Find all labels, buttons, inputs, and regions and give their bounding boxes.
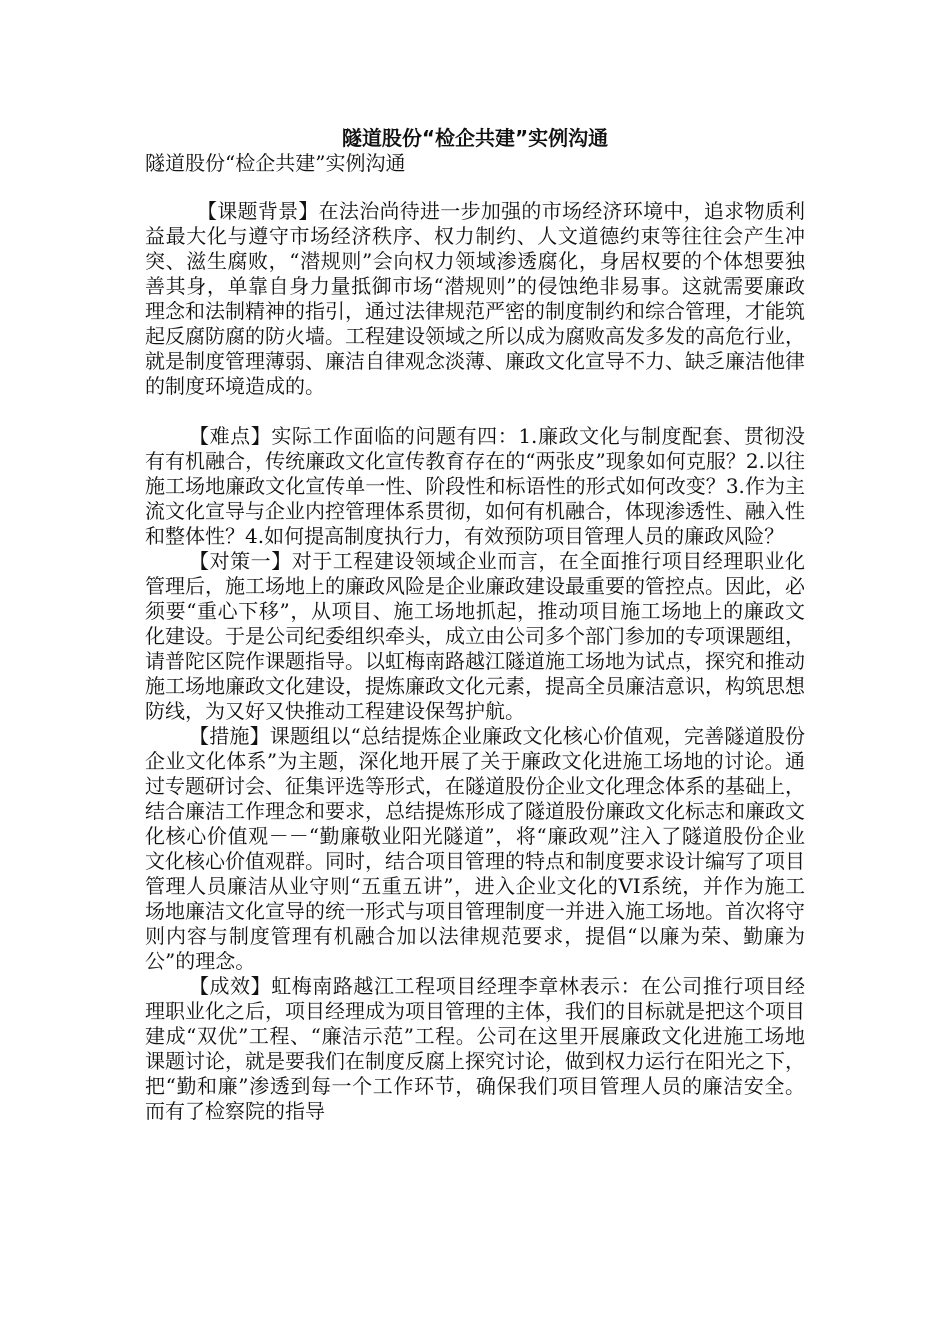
- document-body: [145, 199, 805, 1124]
- paragraph-measures: 【措施】课题组以“总结提炼企业廉政文化核心价值观，完善隧道股份企业文化体系”为主题，深化地开展了关于廉政文化进施工场地的讨论。通过专题研讨会、征集评选等形式，在隧道股份企业文化理念体系的基础上，结合廉洁工作理念和要求，总结提炼形成了隧道股份廉政文化标志和廉政文化核心价值观－－“勤廉敬业阳光隧道”，将“廉政观”注入了隧道股份企业文化核心价值观群。同时，结合项目管理的特点和制度要求设计编写了项目管理人员廉洁从业守则“五重五讲”，进入企业文化的VI系统，并作为施工场地廉洁文化宣导的统一形式与项目管理制度一并进入施工场地。首次将守则内容与制度管理有机融合加以法律规范要求，提倡“以廉为荣、勤廉为公”的理念。: [145, 724, 805, 973]
- paragraph-results: 【成效】虹梅南路越江工程项目经理李章林表示：在公司推行项目经理职业化之后，项目经理成为项目管理的主体，我们的目标就是把这个项目建成“双优”工程、“廉洁示范”工程。公司在这里开展廉政文化进施工场地课题讨论，就是要我们在制度反腐上探究讨论，做到权力运行在阳光之下，把“勤和廉”渗透到每一个工作环节，确保我们项目管理人员的廉洁安全。而有了检察院的指导: [145, 974, 805, 1123]
- document-title: 隧道股份“检企共建”实例沟通: [341, 126, 609, 150]
- paragraph-background: 【课题背景】在法治尚待进一步加强的市场经济环境中，追求物质利益最大化与遵守市场经济秩序、权力制约、人文道德约束等往往会产生冲突、滋生腐败，“潜规则”会向权力领域渗透腐化，身居权要的个体想要独善其身，单靠自身力量抵御市场“潜规则”的侵蚀绝非易事。这就需要廉政理念和法制精神的指引，通过法律规范严密的制度制约和综合管理，才能筑起反腐防腐的防火墙。工程建设领域之所以成为腐败高发多发的高危行业，就是制度管理薄弱、廉洁自律观念淡薄、廉政文化宣导不力、缺乏廉洁他律的制度环境造成的。: [145, 199, 805, 398]
- paragraph-strategy-one: 【对策一】对于工程建设领域企业而言，在全面推行项目经理职业化管理后，施工场地上的廉政风险是企业廉政建设最重要的管控点。因此，必须要“重心下移”，从项目、施工场地抓起，推动项目施工场地上的廉政文化建设。于是公司纪委组织牵头，成立由公司多个部门参加的专项课题组，请普陀区院作课题指导。以虹梅南路越江隧道施工场地为试点，探究和推动施工场地廉政文化建设，提炼廉政文化元素，提高全员廉洁意识，构筑思想防线，为又好又快推动工程建设保驾护航。: [145, 549, 805, 723]
- document-subtitle: 隧道股份“检企共建”实例沟通: [145, 151, 406, 175]
- paragraph-difficulties: 【难点】实际工作面临的问题有四：1.廉政文化与制度配套、贯彻没有有机融合，传统廉政文化宣传教育存在的“两张皮”现象如何克服？2.以往施工场地廉政文化宣传单一性、阶段性和标语性的形式如何改变？3.作为主流文化宣导与企业内控管理体系贯彻，如何有机融合，体现渗透性、融入性和整体性？4.如何提高制度执行力，有效预防项目管理人员的廉政风险？: [145, 424, 805, 548]
